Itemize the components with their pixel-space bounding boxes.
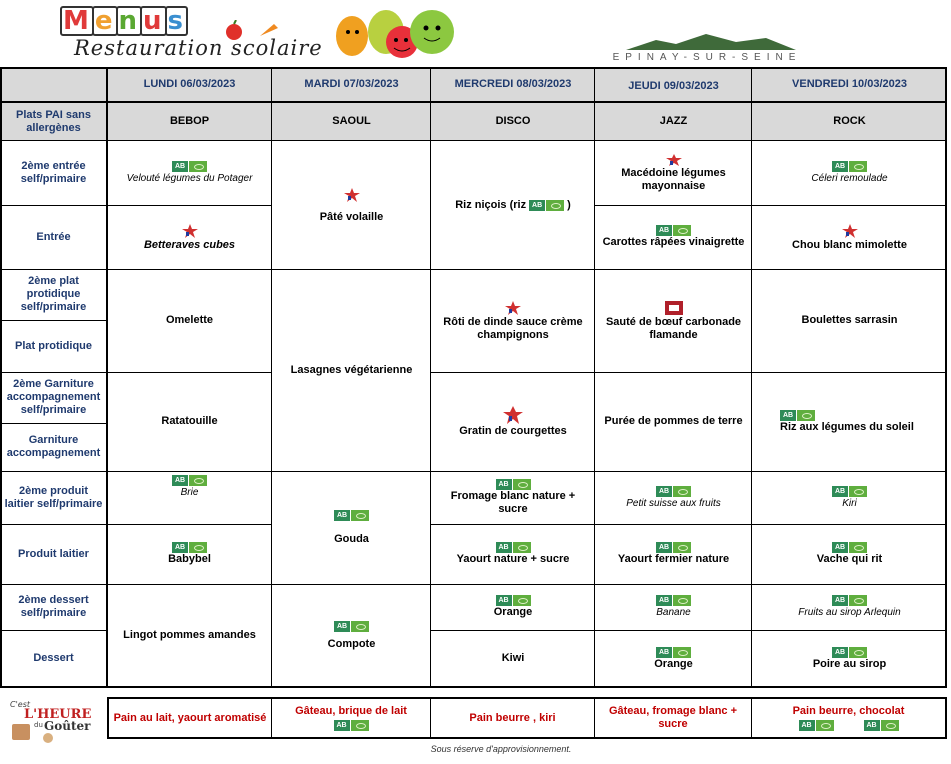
dish-name: Fromage blanc nature + sucre — [450, 490, 576, 515]
bio-label-icon: AB — [172, 475, 207, 486]
day-header-thursday: JEUDI 09/03/2023 — [628, 79, 719, 92]
bio-label-icon: AB — [832, 595, 867, 606]
bio-label-icon: AB — [656, 542, 691, 553]
epinay-logo — [596, 28, 818, 66]
thu-dessert2 — [595, 584, 752, 630]
dish-name: Orange — [654, 657, 693, 670]
dish-name: Poire au sirop — [812, 657, 887, 670]
wed-lait2 — [431, 471, 595, 524]
row-label-plat: Plat protidique — [15, 339, 92, 352]
dish-name: Macédoine légumes mayonnaise — [621, 167, 726, 192]
bio-label-icon: AB — [832, 542, 867, 553]
dish-name: Velouté légumes du Potager — [126, 173, 253, 184]
bio-label-icon: AB — [529, 200, 564, 211]
tue-plat-garn: Lasagnes végétarienne — [290, 363, 413, 376]
theme-tuesday: SAOUL — [332, 115, 371, 127]
wed-plat — [431, 269, 595, 372]
french-origin-icon — [180, 223, 200, 239]
dish-name: Pâté volaille — [319, 210, 384, 223]
bio-label-icon: AB — [334, 621, 369, 632]
dish-name: Compote — [327, 637, 376, 650]
thu-dessert — [595, 630, 752, 687]
dish-name: Yaourt fermier nature — [617, 553, 730, 565]
bio-label-icon: AB — [780, 410, 815, 421]
wed-entree — [431, 141, 595, 269]
bio-label-icon: AB — [172, 161, 207, 172]
bio-label-icon: AB — [496, 479, 531, 490]
dish-name: Vache qui rit — [816, 553, 883, 565]
fri-dessert — [752, 630, 947, 687]
bio-label-icon: AB AB — [799, 720, 899, 731]
footnote: Sous réserve d'approvisionnement. — [430, 744, 572, 754]
dish-name-end: ) — [567, 198, 571, 211]
dish-name: Fruits au sirop Arlequin — [798, 607, 901, 618]
row-label-garn2: 2ème Garniture accompagnement self/primaire — [6, 378, 101, 416]
gouter-logo — [6, 696, 98, 746]
dish-name: Riz niçois (riz — [455, 198, 527, 211]
gouter-logo-text: L'HEURE — [24, 707, 92, 722]
theme-friday: ROCK — [833, 115, 866, 127]
row-label-entree2: 2ème entrée self/primaire — [20, 160, 87, 185]
gouter-fri — [752, 699, 945, 737]
snack-text: Gâteau, brique de lait — [295, 705, 407, 717]
fri-entree — [752, 205, 947, 269]
dish-name: Brie — [180, 487, 199, 498]
thu-garn: Purée de pommes de terre — [604, 415, 743, 427]
day-header-tuesday: MARDI 07/03/2023 — [304, 77, 399, 90]
tue-dessert — [272, 584, 431, 687]
gouter-tue — [272, 699, 430, 737]
snack-text: Pain au lait, yaourt aromatisé — [113, 711, 267, 724]
row-label-garn: Garniture accompagnement — [6, 434, 101, 459]
dish-name: Kiri — [842, 497, 857, 509]
dish-name: Chou blanc mimolette — [792, 238, 907, 251]
dish-name: Carottes râpées vinaigrette — [602, 236, 745, 248]
dish-name: Gratin de courgettes — [459, 425, 567, 437]
dish-name: Banane — [656, 607, 691, 618]
bio-label-icon: AB — [656, 647, 691, 658]
subtitle: Restauration scolaire — [74, 36, 323, 60]
thu-entree2 — [595, 141, 752, 205]
bio-label-icon: AB — [832, 161, 867, 172]
bio-label-icon: AB — [334, 510, 369, 521]
dish-name: Yaourt nature + sucre — [456, 553, 570, 565]
tue-lait — [272, 471, 431, 584]
mon-lait2 — [107, 471, 272, 524]
gouter-logo-text: Goûter — [44, 719, 91, 733]
row-label-plat2: 2ème plat protidique self/primaire — [20, 275, 87, 313]
day-header-friday: VENDREDI 10/03/2023 — [792, 77, 907, 90]
row-label-dessert: Dessert — [33, 652, 74, 664]
thu-lait — [595, 524, 752, 584]
fri-dessert2 — [752, 584, 947, 630]
bio-label-icon: AB — [496, 542, 531, 553]
fri-lait2 — [752, 471, 947, 524]
bio-label-icon: AB — [832, 647, 867, 658]
dish-name: Betteraves cubes — [143, 238, 236, 251]
fri-garn — [752, 372, 947, 471]
mon-garn: Ratatouille — [161, 415, 218, 427]
bio-label-icon: AB — [496, 595, 531, 606]
mon-entree2 — [107, 141, 272, 205]
mon-dessert: Lingot pommes amandes — [123, 629, 256, 641]
dish-name: Petit suisse aux fruits — [626, 497, 721, 509]
french-origin-icon — [840, 223, 860, 239]
row-label-lait: Produit laitier — [18, 547, 89, 560]
menus-logo: M e n u s — [60, 6, 186, 36]
gouter-border — [107, 737, 947, 739]
day-header-wednesday: MERCREDI 08/03/2023 — [454, 77, 572, 90]
thu-plat — [595, 269, 752, 372]
wed-lait — [431, 524, 595, 584]
gouter-logo-text: du — [34, 721, 43, 729]
fruit-characters-illustration — [330, 2, 460, 62]
snack-text: Pain beurre , kiri — [469, 711, 556, 724]
dish-name: Sauté de bœuf carbonade flamande — [605, 315, 742, 341]
gouter-wed — [431, 699, 594, 737]
fri-plat: Boulettes sarrasin — [801, 314, 898, 326]
dish-name: Babybel — [168, 553, 211, 565]
wed-dessert: Kiwi — [501, 652, 525, 664]
bio-label-icon: AB — [334, 720, 369, 731]
row-label-pai: Plats PAI sans allergènes — [16, 108, 91, 134]
row-label-entree: Entrée — [36, 230, 71, 243]
fri-lait — [752, 524, 947, 584]
gouter-thu — [595, 699, 751, 737]
snack-text: Pain beurre, chocolat — [792, 705, 905, 717]
fri-entree2 — [752, 141, 947, 205]
dish-name: Rôti de dinde sauce crème champignons — [443, 315, 583, 341]
theme-thursday: JAZZ — [659, 115, 688, 127]
mon-lait — [107, 524, 272, 584]
gouter-border — [945, 697, 947, 739]
bio-label-icon: AB — [656, 225, 691, 236]
wed-garn — [431, 372, 595, 471]
bio-label-icon: AB — [832, 486, 867, 497]
theme-monday: BEBOP — [169, 115, 210, 127]
french-origin-icon — [342, 187, 362, 203]
day-header-monday: LUNDI 06/03/2023 — [143, 77, 236, 90]
bio-label-icon: AB — [656, 486, 691, 497]
dish-name: Céleri remoulade — [811, 173, 888, 184]
wed-dessert2 — [431, 584, 595, 630]
page-header — [0, 0, 951, 66]
row-label-lait2: 2ème produit laitier self/primaire — [4, 484, 103, 510]
dish-name: Riz aux légumes du soleil — [780, 420, 914, 433]
dish-name: Orange — [493, 606, 533, 618]
gouter-mon — [109, 699, 271, 737]
tue-entree — [272, 141, 431, 269]
french-origin-icon — [664, 153, 684, 167]
thu-lait2 — [595, 471, 752, 524]
mon-entree — [107, 205, 272, 269]
dish-name: Gouda — [334, 532, 369, 545]
thu-entree — [595, 205, 752, 269]
gouter-logo-text: C'est — [10, 700, 31, 709]
snack-text: Gâteau, fromage blanc + sucre — [608, 705, 738, 730]
row-label-dessert2: 2ème dessert self/primaire — [18, 594, 89, 619]
theme-wednesday: DISCO — [495, 115, 531, 127]
mon-plat: Omelette — [165, 314, 214, 326]
beef-origin-icon — [664, 300, 684, 316]
city-name: EPINAY-SUR-SEINE — [612, 52, 802, 63]
bio-label-icon: AB — [172, 542, 207, 553]
french-origin-icon — [503, 300, 523, 316]
french-origin-icon — [501, 405, 525, 425]
bio-label-icon: AB — [656, 595, 691, 606]
